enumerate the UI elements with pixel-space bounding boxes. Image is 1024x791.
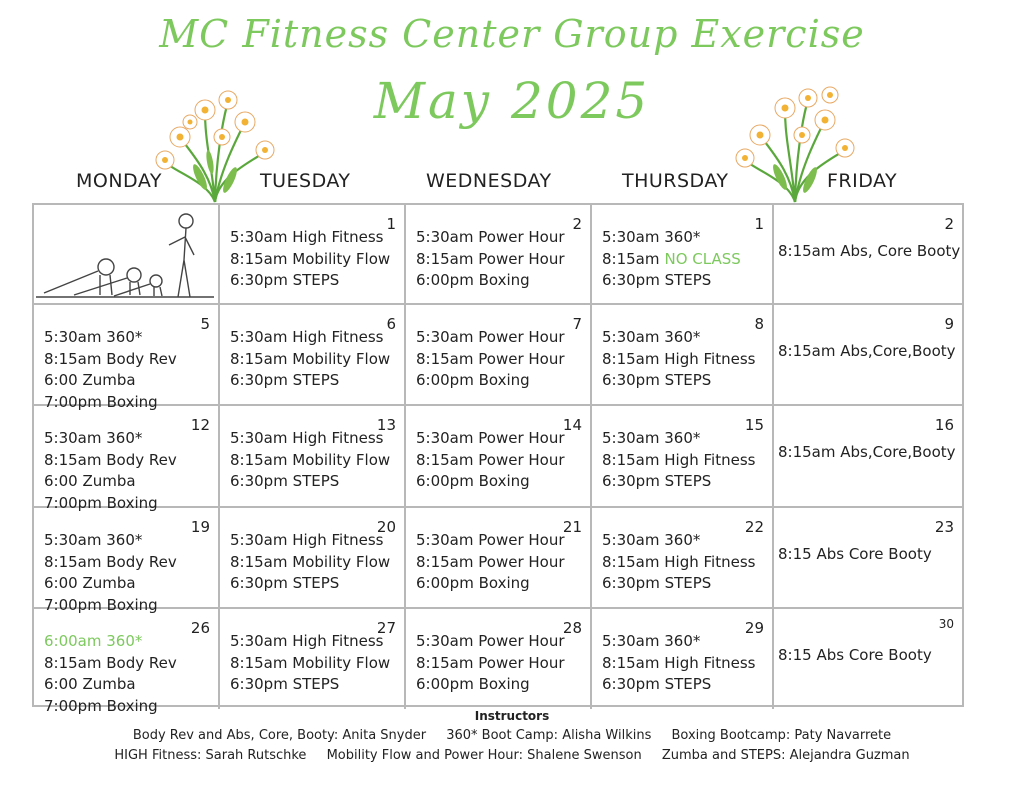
class-list (778, 241, 960, 263)
day-number: 5 (200, 315, 210, 333)
day-cell (406, 305, 592, 406)
class-list (602, 530, 755, 595)
no-class-label: NO CLASS (664, 249, 741, 268)
instructors-heading: Instructors (474, 709, 550, 723)
class-entry (416, 327, 565, 349)
class-time-text: 6:00pm Boxing (416, 371, 530, 389)
day-number: 28 (562, 619, 582, 637)
class-time-text: 6:30pm STEPS (602, 472, 712, 490)
class-time-text: 8:15am Body Rev (44, 552, 177, 571)
class-entry (602, 674, 755, 696)
class-entry (230, 674, 390, 696)
instructor-entry: Body Rev and Abs, Core, Booty: Anita Snyder (132, 728, 427, 743)
class-entry (416, 471, 565, 493)
class-entry (230, 249, 390, 271)
month-title: May 2025 (373, 72, 651, 130)
class-time-text: 8:15am Mobility Flow (230, 349, 391, 368)
class-entry (416, 428, 565, 450)
class-list (602, 428, 755, 493)
class-time-text: 8:15am Power Hour (416, 349, 565, 368)
class-time-text: 6:30pm STEPS (602, 271, 712, 289)
day-header-monday: MONDAY (76, 170, 162, 192)
class-list (778, 341, 956, 363)
class-time-text: 8:15am Abs,Core,Booty (778, 342, 956, 360)
day-cell (406, 406, 592, 508)
class-time-text: 6:30pm STEPS (602, 675, 712, 693)
class-entry (602, 327, 755, 349)
class-time-text: 8:15am Body Rev (44, 349, 177, 368)
day-number: 29 (744, 619, 764, 637)
class-entry (602, 530, 755, 552)
class-list (778, 544, 932, 566)
class-time-text: 8:15am (602, 249, 660, 268)
class-time-text: 6:30pm STEPS (230, 371, 340, 389)
day-number: 15 (744, 416, 764, 434)
day-cell (34, 609, 220, 715)
class-time-text: 6:30pm STEPS (602, 574, 712, 592)
class-list (416, 631, 565, 696)
day-cell (220, 609, 406, 709)
class-entry (44, 674, 177, 696)
class-entry (416, 653, 565, 675)
class-entry (44, 631, 177, 653)
day-number: 23 (934, 518, 954, 536)
class-time-text: 6:00pm Boxing (416, 675, 530, 693)
class-entry (230, 530, 390, 552)
class-list (44, 428, 177, 514)
class-time-text: 6:00 Zumba (44, 574, 136, 592)
class-time-text: 8:15am Body Rev (44, 450, 177, 469)
class-time-text: 6:30pm STEPS (230, 472, 340, 490)
class-list (778, 442, 956, 464)
class-entry (602, 227, 741, 249)
day-cell (592, 609, 774, 709)
class-entry (416, 249, 565, 271)
day-cell (220, 508, 406, 609)
class-entry (44, 552, 177, 574)
class-list (416, 227, 565, 292)
class-time-text: 5:30am Power Hour (416, 328, 565, 346)
class-time-text: 6:00 Zumba (44, 371, 136, 389)
class-list (602, 227, 741, 292)
class-time-text: 8:15am Mobility Flow (230, 552, 391, 571)
day-cell (406, 609, 592, 709)
day-number: 19 (190, 518, 210, 536)
class-entry (602, 471, 755, 493)
class-time-text: 8:15am Mobility Flow (230, 450, 391, 469)
class-time-text: 6:30pm STEPS (602, 371, 712, 389)
instructors-line-1 (0, 728, 1024, 743)
class-time-text: 6:00 Zumba (44, 675, 136, 693)
class-time-text: 6:30pm STEPS (230, 675, 340, 693)
class-time-text: 5:30am Power Hour (416, 429, 565, 447)
instructor-entry: Mobility Flow and Power Hour: Shalene Swenson (326, 748, 642, 763)
class-time-text: 5:30am 360* (602, 429, 701, 447)
day-header-tuesday: TUESDAY (260, 170, 351, 192)
day-number: 7 (572, 315, 582, 333)
class-entry (416, 530, 565, 552)
class-list (778, 645, 932, 667)
class-time-text: 5:30am 360* (44, 429, 143, 447)
class-time-text: 5:30am 360* (44, 531, 143, 549)
day-cell (592, 305, 774, 406)
class-entry (416, 370, 565, 392)
class-time-text: 8:15am Power Hour (416, 450, 565, 469)
class-entry (44, 573, 177, 595)
class-entry (230, 631, 390, 653)
class-entry (778, 645, 932, 667)
class-time-text: 5:30am High Fitness (230, 429, 384, 447)
class-time-text: 5:30am 360* (44, 328, 143, 346)
class-entry (44, 349, 177, 371)
class-time-text: 8:15am Power Hour (416, 249, 565, 268)
class-entry (416, 227, 565, 249)
class-time-text: 8:15am High Fitness (602, 552, 756, 571)
day-cell (220, 406, 406, 508)
class-entry (230, 450, 390, 472)
class-entry (778, 544, 932, 566)
class-list (230, 530, 390, 595)
day-cell (774, 305, 962, 406)
day-cell (220, 205, 406, 305)
instructor-entry: 360* Boot Camp: Alisha Wilkins (446, 728, 652, 743)
day-number: 20 (376, 518, 396, 536)
class-time-text: 5:30am High Fitness (230, 632, 384, 650)
day-number: 26 (190, 619, 210, 637)
class-list (602, 327, 755, 392)
class-time-text: 5:30am Power Hour (416, 228, 565, 246)
class-time-text: 5:30am Power Hour (416, 632, 565, 650)
day-cell (774, 406, 962, 508)
class-time-text: 6:00am 360* (44, 632, 143, 650)
class-list (44, 631, 177, 717)
class-time-text: 7:00pm Boxing (44, 595, 158, 614)
day-number: 9 (944, 315, 954, 333)
day-number: 27 (376, 619, 396, 637)
class-time-text: 5:30am High Fitness (230, 228, 384, 246)
class-entry (778, 341, 956, 363)
class-entry (230, 653, 390, 675)
class-entry (44, 327, 177, 349)
class-time-text: 5:30am Power Hour (416, 531, 565, 549)
class-entry (230, 327, 390, 349)
class-time-text: 8:15am High Fitness (602, 653, 756, 672)
class-entry (230, 471, 390, 493)
calendar-grid (32, 203, 964, 715)
class-list (230, 631, 390, 696)
day-cell (592, 205, 774, 305)
day-number: 14 (562, 416, 582, 434)
class-entry (44, 428, 177, 450)
class-entry (602, 653, 755, 675)
day-number: 21 (562, 518, 582, 536)
class-time-text: 5:30am 360* (602, 228, 701, 246)
class-entry (44, 653, 177, 675)
class-list (230, 327, 390, 392)
class-entry (416, 349, 565, 371)
class-time-text: 6:00 Zumba (44, 472, 136, 490)
class-list (416, 428, 565, 493)
class-time-text: 8:15am High Fitness (602, 349, 756, 368)
class-time-text: 5:30am 360* (602, 531, 701, 549)
class-time-text: 5:30am High Fitness (230, 328, 384, 346)
class-time-text: 8:15am Abs, Core Booty (778, 242, 961, 260)
day-number: 12 (190, 416, 210, 434)
class-time-text: 6:00pm Boxing (416, 574, 530, 592)
week-row (34, 508, 962, 614)
day-cell (34, 305, 220, 411)
day-number: 13 (376, 416, 396, 434)
class-time-text: 8:15am High Fitness (602, 450, 756, 469)
class-list (44, 530, 177, 616)
day-cell (406, 508, 592, 609)
day-number: 1 (386, 215, 396, 233)
day-number: 8 (754, 315, 764, 333)
class-entry (602, 631, 755, 653)
class-entry (778, 442, 956, 464)
class-entry (44, 530, 177, 552)
class-entry (416, 573, 565, 595)
class-time-text: 5:30am 360* (602, 328, 701, 346)
class-entry (602, 270, 741, 292)
class-entry (602, 349, 755, 371)
day-number: 2 (572, 215, 582, 233)
class-entry (230, 349, 390, 371)
class-entry (602, 249, 741, 271)
week-row (34, 609, 962, 715)
class-entry (416, 674, 565, 696)
class-entry (230, 370, 390, 392)
class-list (44, 327, 177, 413)
day-number: 16 (934, 416, 954, 434)
day-cell (34, 508, 220, 614)
day-number: 30 (938, 617, 954, 631)
class-time-text: 6:30pm STEPS (230, 574, 340, 592)
class-entry (778, 241, 960, 263)
page-title: MC Fitness Center Group Exercise (159, 12, 865, 56)
class-time-text: 8:15am Mobility Flow (230, 653, 391, 672)
instructor-entry: HIGH Fitness: Sarah Rutschke (114, 748, 307, 763)
day-cell (774, 508, 962, 609)
class-entry (44, 370, 177, 392)
class-time-text: 8:15 Abs Core Booty (778, 545, 932, 563)
day-number: 22 (744, 518, 764, 536)
class-entry (230, 573, 390, 595)
class-list (416, 327, 565, 392)
class-list (416, 530, 565, 595)
instructors-line-2 (0, 748, 1024, 763)
class-time-text: 7:00pm Boxing (44, 392, 158, 411)
class-time-text: 5:30am 360* (602, 632, 701, 650)
day-cell (774, 609, 962, 709)
day-cell (406, 205, 592, 305)
class-time-text: 5:30am High Fitness (230, 531, 384, 549)
week-row (34, 205, 962, 305)
day-header-friday: FRIDAY (827, 170, 898, 192)
day-cell (34, 406, 220, 512)
class-list (602, 631, 755, 696)
day-number: 2 (944, 215, 954, 233)
day-cell (592, 508, 774, 609)
class-entry (230, 428, 390, 450)
class-entry (416, 552, 565, 574)
class-entry (602, 370, 755, 392)
class-entry (44, 471, 177, 493)
class-time-text: 8:15am Power Hour (416, 552, 565, 571)
class-entry (230, 270, 390, 292)
class-time-text: 6:00pm Boxing (416, 472, 530, 490)
class-list (230, 227, 390, 292)
day-cell (774, 205, 962, 305)
class-time-text: 7:00pm Boxing (44, 696, 158, 715)
day-number: 1 (754, 215, 764, 233)
class-entry (230, 552, 390, 574)
class-entry (602, 428, 755, 450)
day-header-wednesday: WEDNESDAY (426, 170, 552, 192)
class-entry (416, 270, 565, 292)
class-entry (416, 450, 565, 472)
instructor-entry: Zumba and STEPS: Alejandra Guzman (661, 748, 910, 763)
class-time-text: 6:30pm STEPS (230, 271, 340, 289)
week-row (34, 305, 962, 411)
day-header-thursday: THURSDAY (622, 170, 729, 192)
class-time-text: 8:15 Abs Core Booty (778, 646, 932, 664)
day-cell (220, 305, 406, 406)
day-number: 6 (386, 315, 396, 333)
day-cell (34, 205, 220, 305)
class-time-text: 8:15am Mobility Flow (230, 249, 391, 268)
class-time-text: 6:00pm Boxing (416, 271, 530, 289)
instructor-entry: Boxing Bootcamp: Paty Navarrete (671, 728, 892, 743)
class-time-text: 7:00pm Boxing (44, 493, 158, 512)
class-entry (44, 450, 177, 472)
day-cell (592, 406, 774, 508)
stick-figure-pushups-icon (34, 205, 220, 303)
class-entry (602, 450, 755, 472)
class-time-text: 8:15am Abs,Core,Booty (778, 443, 956, 461)
class-list (230, 428, 390, 493)
class-entry (416, 631, 565, 653)
class-time-text: 8:15am Body Rev (44, 653, 177, 672)
week-row (34, 406, 962, 512)
class-entry (230, 227, 390, 249)
class-entry (602, 573, 755, 595)
class-time-text: 8:15am Power Hour (416, 653, 565, 672)
class-entry (602, 552, 755, 574)
